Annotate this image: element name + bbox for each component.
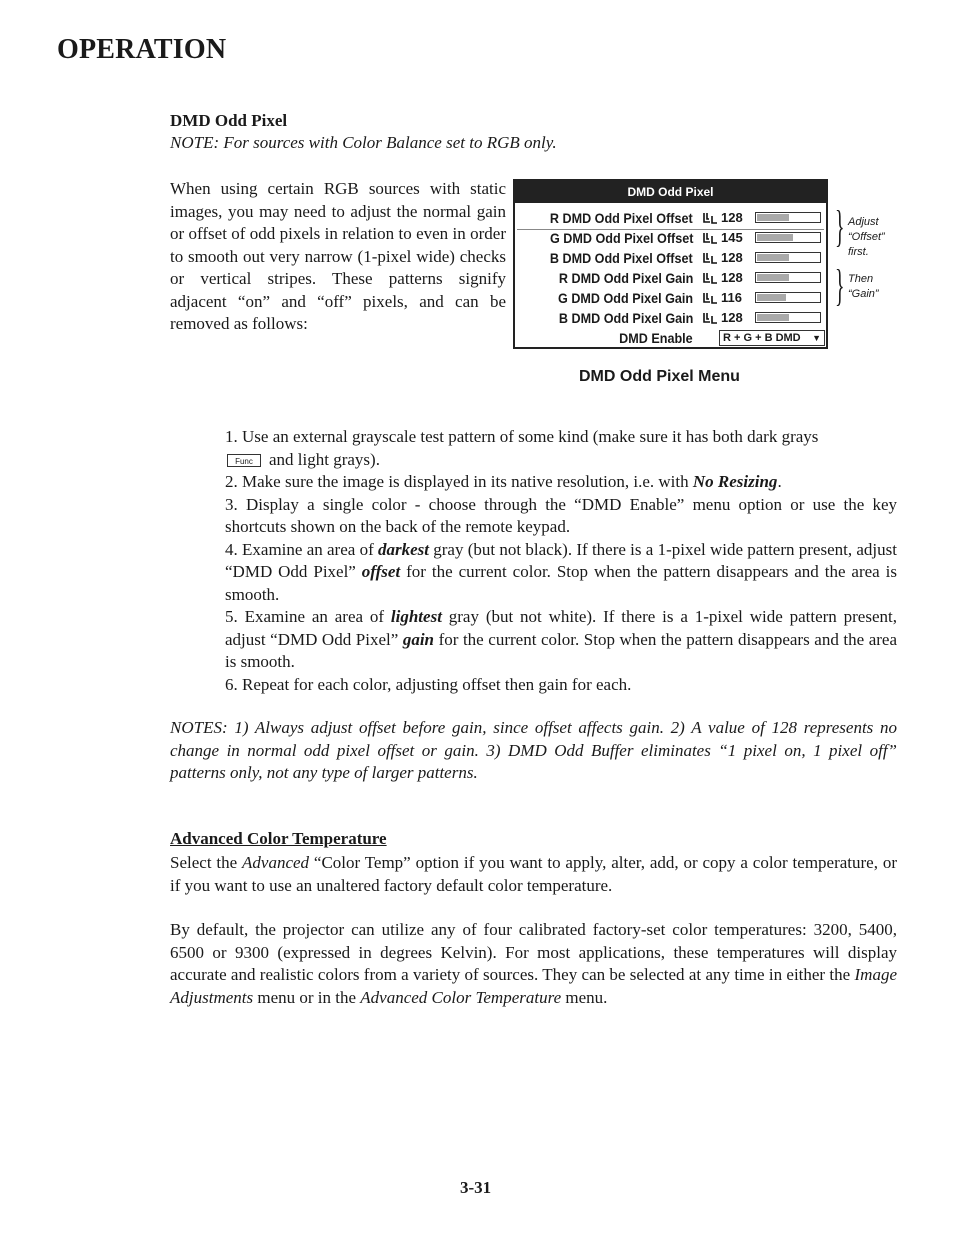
dmd-enable-dropdown[interactable] <box>719 330 825 346</box>
intro-paragraph: When using certain RGB sources with static images, you may need to adjust the normal gain or offset of odd pixels in relation to even in order to smooth out very narrow (1-pixel wide) checks or vertical stripes. These patterns signify adjacent “on” and “off” pixels, and can be removed as follows: <box>170 179 506 333</box>
menu-caption: DMD Odd Pixel Menu <box>579 368 740 385</box>
gain-brace-icon: } <box>835 261 845 310</box>
slider-fill <box>757 294 786 301</box>
menu-row[interactable] <box>515 208 826 228</box>
slider-icon <box>703 312 718 324</box>
step-4-emphasis: darkest <box>378 539 429 559</box>
row-value: 128 <box>721 310 743 325</box>
menu-row[interactable] <box>515 248 826 268</box>
annotation-line: “Offset” <box>848 231 885 243</box>
step-4-emphasis-2: offset <box>361 562 401 581</box>
step-2 <box>225 471 897 494</box>
step-4 <box>225 539 897 607</box>
dmd-enable-value: R + G + B DMD <box>723 332 801 344</box>
row-slider[interactable] <box>755 272 821 283</box>
annotation-line: first. <box>848 246 869 258</box>
offset-annotation <box>848 215 885 260</box>
slider-fill <box>757 234 793 241</box>
row-label: G DMD Odd Pixel Offset <box>549 230 693 246</box>
slider-icon <box>703 292 718 304</box>
step-5-emphasis: lightest <box>390 607 442 626</box>
advanced-p1-emphasis: Advanced <box>242 853 310 872</box>
slider-icon <box>703 212 718 224</box>
advanced-p1-text: Select the <box>170 853 243 872</box>
row-slider[interactable] <box>755 252 821 263</box>
dmd-odd-pixel-menu <box>513 179 828 349</box>
row-slider[interactable] <box>755 312 821 323</box>
step-3: 3. Display a single color - choose through the “DMD Enable” menu option or use the key shortcuts shown on the back of the remote keypad. <box>225 494 897 536</box>
step-5-emphasis-2: gain <box>402 629 435 649</box>
section-title: DMD Odd Pixel <box>170 111 288 130</box>
dmd-enable-label: DMD Enable <box>619 330 693 346</box>
step-2-emphasis: No Resizing <box>692 472 778 491</box>
advanced-p1-text-end: “Color Temp” option if you want to apply, alter, add, or copy a color temperature, or if you want to use an unaltered factory default color temperature. <box>170 853 897 895</box>
row-label: R DMD Odd Pixel Gain <box>558 270 693 286</box>
slider-icon <box>703 272 718 284</box>
annotation-line: Then <box>848 273 874 285</box>
advanced-p2-emphasis-2: Advanced Color Temperature <box>360 987 562 1007</box>
row-label: B DMD Odd Pixel Offset <box>550 250 693 266</box>
step-6: 6. Repeat for each color, adjusting offset then gain for each. <box>225 674 632 694</box>
step-4-text-mid: gray (but not black). If there is a 1-pixel wide pattern present, adjust “DMD Odd Pixel” <box>225 539 897 581</box>
row-label: G DMD Odd Pixel Gain <box>557 290 693 306</box>
slider-icon <box>703 232 718 244</box>
step-5-text-end: for the current color. Stop when the pattern disappears and the area is smooth. <box>225 629 897 671</box>
step-1-text: 1. Use an external grayscale test pattern of some kind (make sure it has both dark grays <box>225 427 819 446</box>
menu-row[interactable] <box>515 268 826 288</box>
steps-list <box>225 426 897 696</box>
slider-fill <box>757 314 789 321</box>
row-slider[interactable] <box>755 292 821 303</box>
advanced-p2-text-end: menu. <box>561 987 608 1007</box>
offset-brace-icon: } <box>835 202 845 251</box>
step-5-text-mid: gray (but not white). If there is a 1-pixel wide pattern present, adjust “DMD Odd Pixel” <box>225 607 897 649</box>
step-4-text-end: for the current color. Stop when the pattern disappears and the area is smooth. <box>225 562 898 604</box>
dmd-enable-row[interactable] <box>515 328 826 348</box>
row-label: B DMD Odd Pixel Gain <box>558 310 693 326</box>
page-number: 3-31 <box>460 1178 492 1197</box>
menu-row[interactable] <box>515 228 826 248</box>
row-value: 128 <box>721 210 743 225</box>
menu-row[interactable] <box>515 288 826 308</box>
menu-row[interactable] <box>515 308 826 328</box>
page-heading: OPERATION <box>57 34 227 65</box>
step-1 <box>225 426 897 471</box>
annotation-line: “Gain” <box>848 288 879 300</box>
advanced-paragraph-2 <box>170 919 897 1009</box>
slider-fill <box>757 254 789 261</box>
dropdown-arrow-icon: ▼ <box>812 333 821 343</box>
slider-icon <box>703 252 718 264</box>
row-value: 128 <box>721 250 743 265</box>
section-note: NOTE: For sources with Color Balance set to RGB only. <box>170 133 557 152</box>
menu-title: DMD Odd Pixel <box>515 181 826 203</box>
slider-fill <box>757 274 789 281</box>
row-value: 116 <box>721 290 742 305</box>
func-key-icon: Func <box>227 454 261 467</box>
menu-divider <box>517 229 824 230</box>
gain-annotation <box>848 272 879 302</box>
annotation-line: Adjust <box>848 216 879 228</box>
row-slider[interactable] <box>755 232 821 243</box>
notes-paragraph: NOTES: 1) Always adjust offset before gain, since offset affects gain. 2) A value of 128 represents no change in normal odd pixel offset or gain. 3) DMD Odd Buffer eliminates “1 pixel on, 1 pixel off” patterns only, not any type of larger patterns. <box>170 718 897 782</box>
step-1-text-cont: and light grays). <box>269 449 380 469</box>
step-5 <box>225 606 897 674</box>
advanced-section-title: Advanced Color Temperature <box>170 829 387 848</box>
slider-fill <box>757 214 789 221</box>
row-value: 145 <box>721 230 743 245</box>
advanced-p2-emphasis: Image Adjustments <box>170 965 897 1007</box>
row-value: 128 <box>721 270 743 285</box>
advanced-p2-text-mid: menu or in the <box>253 987 361 1007</box>
step-4-text: 4. Examine an area of <box>225 539 378 559</box>
row-label: R DMD Odd Pixel Offset <box>550 210 693 226</box>
advanced-p2-text: By default, the projector can utilize any of four calibrated factory-set color temperatures: 3200, 5400, 6500 or 9300 (expressed in degrees Kelvin). For most applications, these temperatures will display accurate and realistic colors from a variety of sources. They can be selected at any time in either the <box>170 920 897 984</box>
step-5-text: 5. Examine an area of <box>225 607 391 626</box>
step-2-end: . <box>777 472 782 491</box>
row-slider[interactable] <box>755 212 821 223</box>
step-2-text: 2. Make sure the image is displayed in its native resolution, i.e. with <box>225 472 693 491</box>
advanced-paragraph-1 <box>170 852 897 897</box>
